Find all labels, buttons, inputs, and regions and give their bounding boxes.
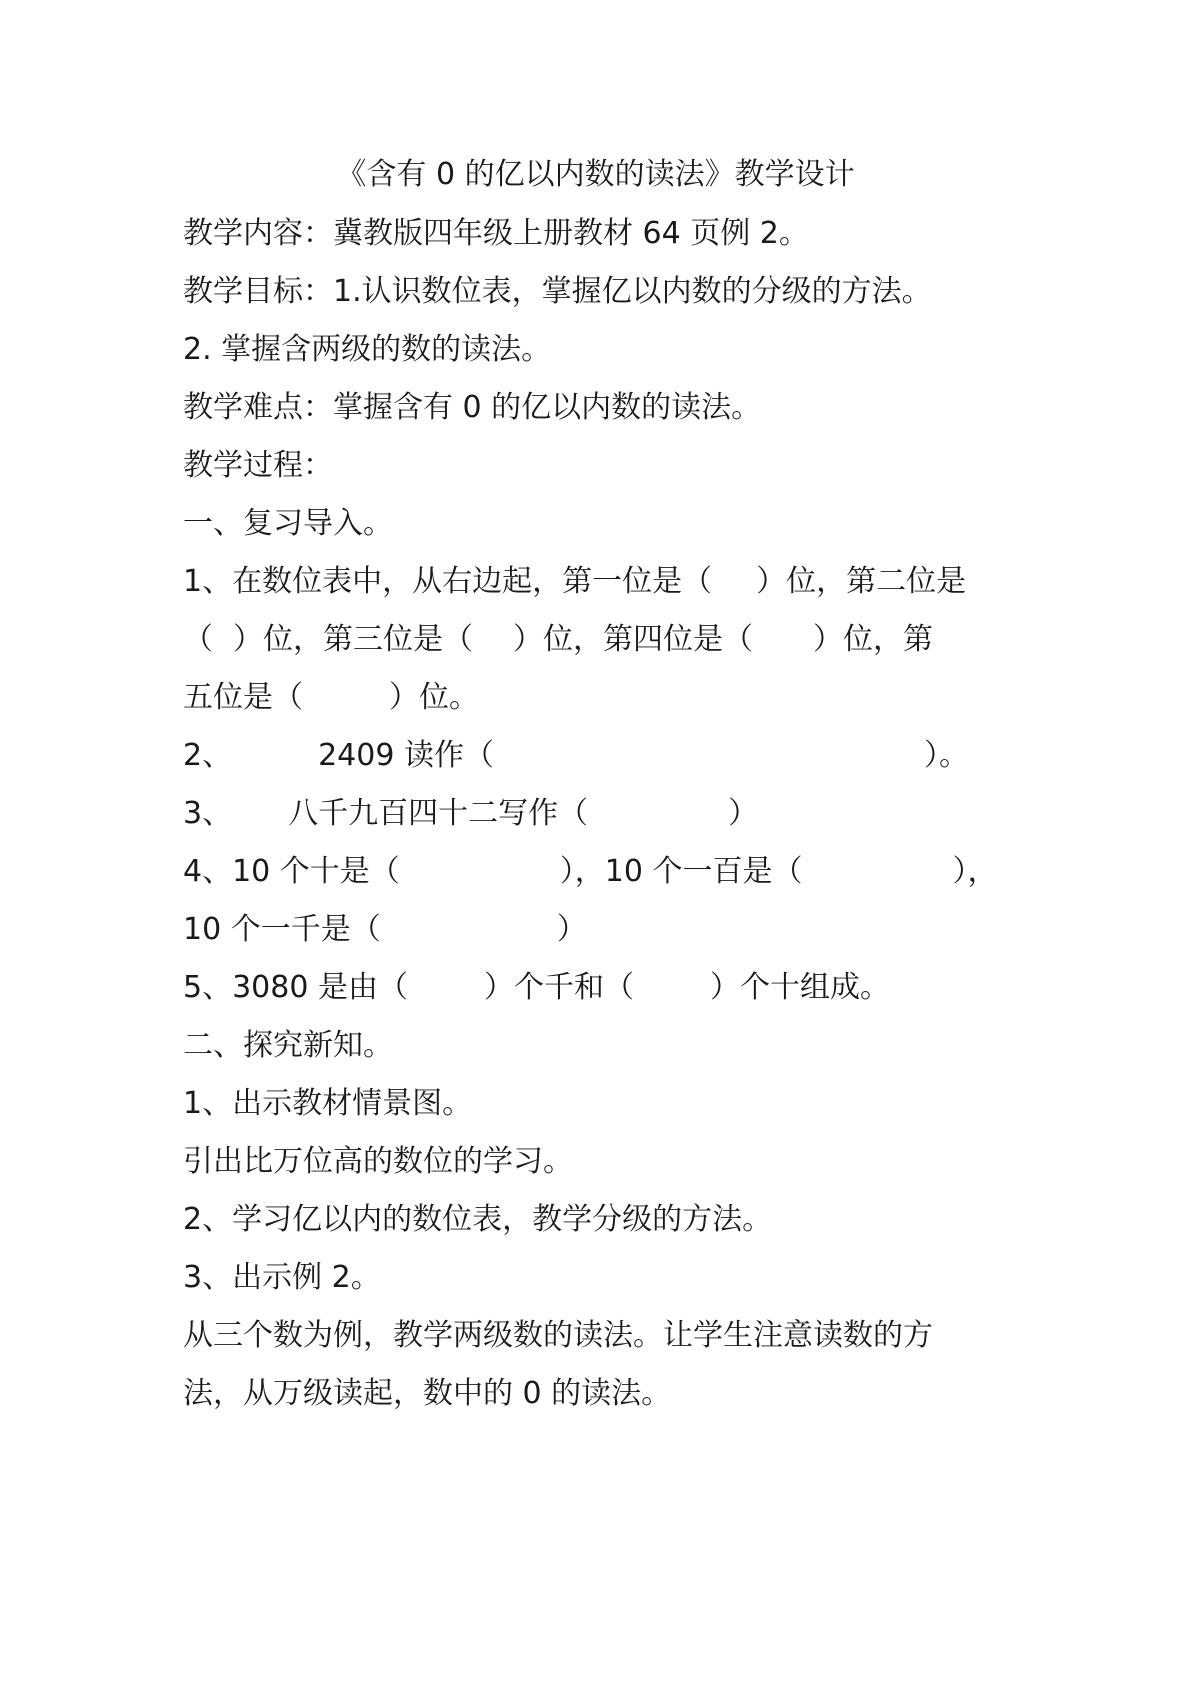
teaching-difficulty: 教学难点：掌握含有 0 的亿以内数的读法。 <box>183 390 762 425</box>
teaching-goal-1: 教学目标：1.认识数位表，掌握亿以内数的分级的方法。 <box>183 274 932 309</box>
q5-text-b: ）个千和（ <box>483 970 634 1005</box>
q4-text-a: 4、10 个十是（ <box>183 854 400 889</box>
question-5 <box>183 968 890 1008</box>
explore-step-1: 1、出示教材情景图。 <box>183 1086 473 1121</box>
q1-text-a: 1、在数位表中，从右边起，第一位是（ <box>183 564 713 599</box>
teaching-process-heading: 教学过程： <box>183 448 333 483</box>
q4-text-b: ），10 个一百是（ <box>559 854 803 889</box>
q4-text-e: ） <box>556 912 587 947</box>
teaching-content: 教学内容：冀教版四年级上册教材 64 页例 2。 <box>183 216 809 251</box>
q2-text-b: 2409 读作（ <box>318 738 494 773</box>
question-3 <box>183 794 758 834</box>
q2-text-a: 2、 <box>183 738 233 773</box>
q1-text-c: （ <box>183 622 213 657</box>
explore-step-1-detail: 引出比万位高的数位的学习。 <box>183 1144 573 1179</box>
q4-text-d: 10 个一千是（ <box>183 912 381 947</box>
teaching-goal-2: 2. 掌握含两级的数的读法。 <box>183 332 552 367</box>
q3-text-c: ） <box>728 796 759 831</box>
question-1-line-2 <box>183 620 933 660</box>
q1-text-h: ）位。 <box>389 680 479 715</box>
section-review-heading: 一、复习导入。 <box>183 506 393 541</box>
q2-text-c: ）。 <box>923 738 969 773</box>
explore-step-2: 2、学习亿以内的数位表，教学分级的方法。 <box>183 1202 773 1237</box>
q3-text-a: 3、 <box>183 796 233 831</box>
q5-text-c: ）个十组成。 <box>709 970 890 1005</box>
q3-text-b: 八千九百四十二写作（ <box>288 796 589 831</box>
q4-text-c: ）， <box>952 854 998 889</box>
q1-text-f: ）位，第 <box>813 622 933 657</box>
explore-step-3: 3、出示例 2。 <box>183 1260 381 1295</box>
question-1-line-1 <box>183 562 966 602</box>
q5-text-a: 5、3080 是由（ <box>183 970 408 1005</box>
q1-text-b: ）位，第二位是 <box>756 564 967 599</box>
q1-text-e: ）位，第四位是（ <box>513 622 753 657</box>
question-4-line-1 <box>183 852 998 892</box>
question-1-line-3 <box>183 678 479 718</box>
explore-step-3-detail-2: 法，从万级读起，数中的 0 的读法。 <box>183 1376 672 1411</box>
question-4-line-2 <box>183 910 587 950</box>
question-2 <box>183 736 969 776</box>
q1-text-d: ）位，第三位是（ <box>233 622 473 657</box>
document-title: 《含有 0 的亿以内数的读法》教学设计 <box>336 157 855 192</box>
q1-text-g: 五位是（ <box>183 680 303 715</box>
explore-step-3-detail-1: 从三个数为例，教学两级数的读法。让学生注意读数的方 <box>183 1318 933 1353</box>
section-explore-heading: 二、探究新知。 <box>183 1028 393 1063</box>
